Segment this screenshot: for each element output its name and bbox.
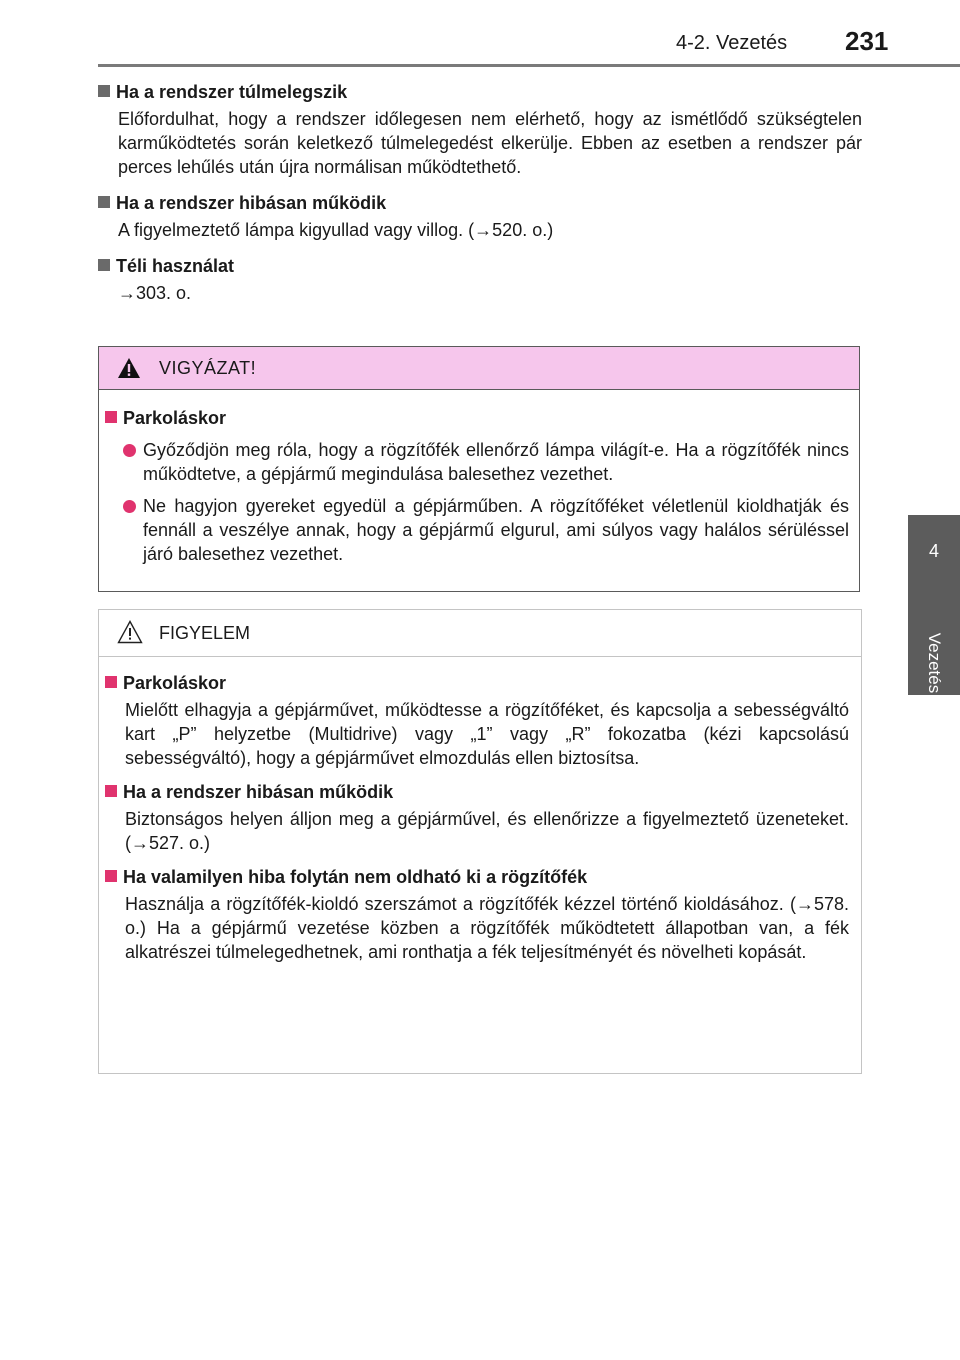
caution-title: VIGYÁZAT! xyxy=(159,358,257,378)
chapter-label: Vezetés xyxy=(925,632,944,694)
page-number: 231 xyxy=(845,26,889,56)
section-winter xyxy=(98,254,862,305)
notice-text: Mielőtt elhagyja a gépjárművet, működtesse a rögzítőféket, és kapcsolja a sebességváltó kart „P” helyzetbe (Multidrive) vagy „1” vagy „R” fokozatba (kézi kapcsolású sebességváltó), hogy a gépjárművet elmozdulás ellen biztosítsa. xyxy=(125,700,849,768)
caution-box xyxy=(98,346,860,592)
warning-icon xyxy=(117,357,141,379)
main-content xyxy=(98,80,862,317)
square-bullet-icon xyxy=(105,785,117,797)
notice-section-parking xyxy=(105,671,849,770)
dot-bullet-icon xyxy=(123,444,136,457)
chapter-number: 4 xyxy=(928,541,939,561)
section-heading: Téli használat xyxy=(116,256,235,276)
section-heading: Ha a rendszer hibásan működik xyxy=(116,193,387,213)
page-header xyxy=(0,0,960,62)
notice-heading: Ha valamilyen hiba folytán nem oldható ki a rögzítőfék xyxy=(123,867,588,887)
notice-section-release xyxy=(105,865,849,964)
notice-box xyxy=(98,609,862,1074)
square-bullet-icon xyxy=(98,85,110,97)
chapter-tab[interactable] xyxy=(908,515,960,695)
notice-header xyxy=(99,610,861,657)
notice-heading: Ha a rendszer hibásan működik xyxy=(123,782,394,802)
caution-bullet: Győződjön meg róla, hogy a rögzítőfék ellenőrző lámpa világít-e. Ha a rögzítőfék nincs működtetve, a gépjármű megindulása balesethez vezethet. xyxy=(123,438,849,486)
square-bullet-icon xyxy=(98,259,110,271)
caution-header xyxy=(99,347,859,390)
notice-heading: Parkoláskor xyxy=(123,673,227,693)
dot-bullet-icon xyxy=(123,500,136,513)
section-overheat xyxy=(98,80,862,179)
notice-title: FIGYELEM xyxy=(159,623,251,643)
square-bullet-icon xyxy=(105,411,117,423)
notice-section-malfunction xyxy=(105,780,849,855)
notice-text: Használja a rögzítőfék-kioldó szerszámot a rögzítőfék kézzel történő kioldásához. (→578. o.) Ha a gépjármű vezetése közben a rögzítőfék működtetett állapotban van, a fék alkatrészei túlmelegedhetnek, ami ronthatja a fék teljesítményét és növelheti kopását. xyxy=(125,894,849,962)
section-text: A figyelmeztető lámpa kigyullad vagy villog. (→520. o.) xyxy=(118,220,554,240)
caution-bullet: Ne hagyjon gyereket egyedül a gépjárműben. A rögzítőféket véletlenül kioldhatják és fennáll a veszélye annak, hogy a gépjármű elgurul, ami súlyos vagy halálos sérüléssel járó balesethez vezethet. xyxy=(123,494,849,566)
section-title: 4-2. Vezetés xyxy=(676,32,788,54)
section-malfunction xyxy=(98,191,862,242)
square-bullet-icon xyxy=(105,870,117,882)
section-text: →303. o. xyxy=(118,283,192,303)
warning-outline-icon xyxy=(117,620,143,644)
notice-text: Biztonságos helyen álljon meg a gépjárművel, és ellenőrizze a figyelmeztető üzeneteket. (→527. o.) xyxy=(125,809,849,853)
caution-subheading: Parkoláskor xyxy=(123,408,227,428)
header-divider xyxy=(98,64,960,67)
section-text: Előfordulhat, hogy a rendszer időlegesen nem elérhető, hogy az ismétlődő szükségtelen karműködtetés során keletkező túlmelegedést elkerülje. Ebben az esetben a rendszer pár perces lehűlés után újra normálisan működtethető. xyxy=(118,109,862,177)
square-bullet-icon xyxy=(105,676,117,688)
square-bullet-icon xyxy=(98,196,110,208)
section-heading: Ha a rendszer túlmelegszik xyxy=(116,82,348,102)
